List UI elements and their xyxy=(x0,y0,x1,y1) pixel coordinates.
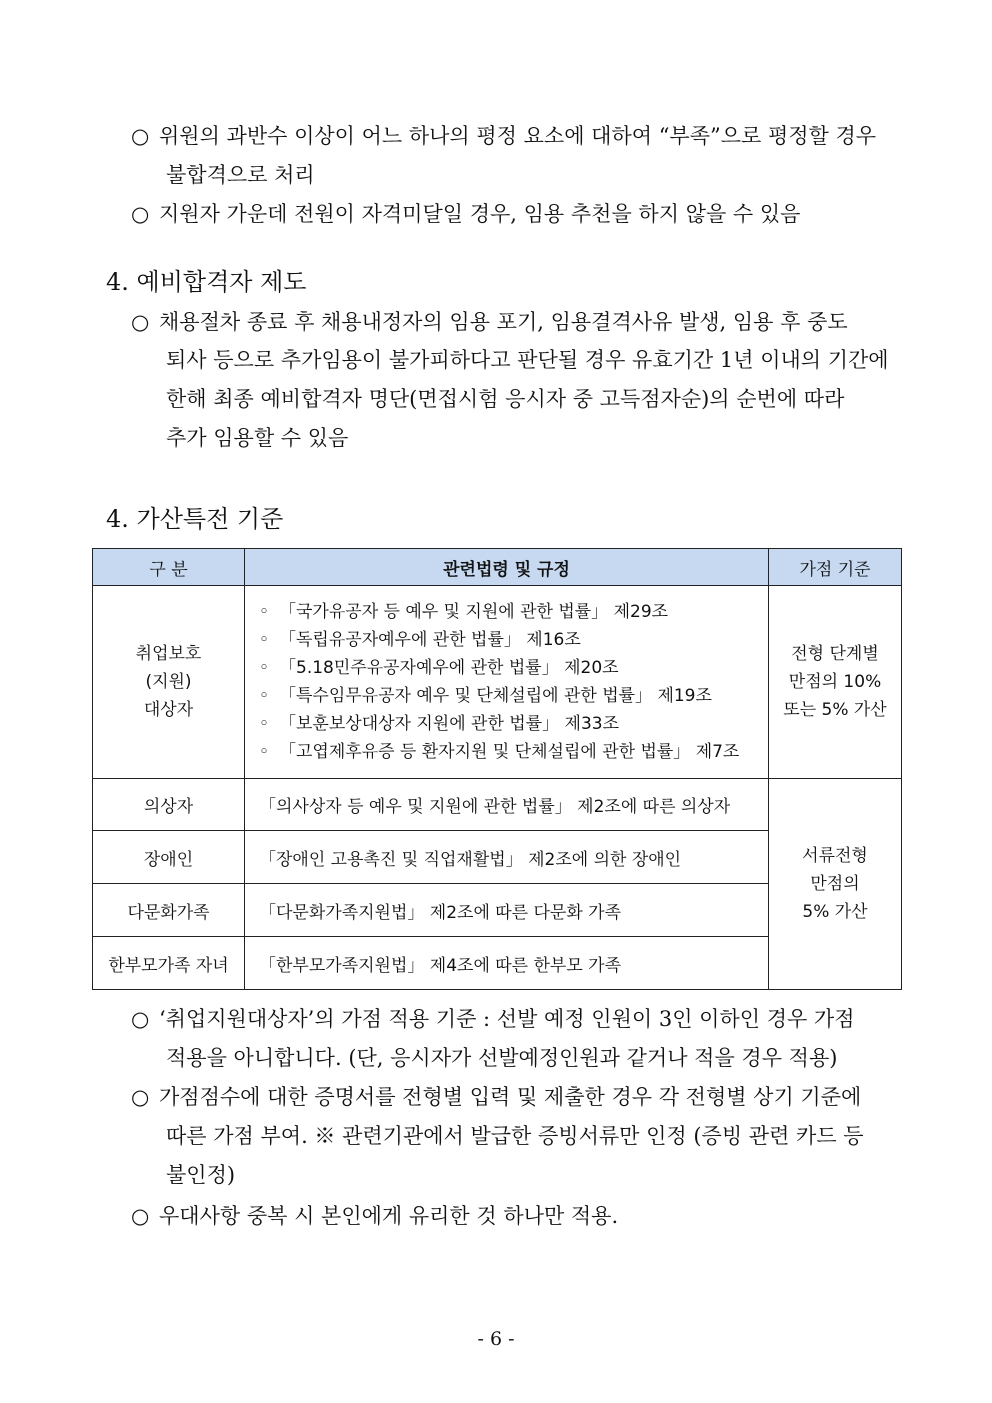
law-item xyxy=(259,598,768,626)
note-text: 우대사항 중복 시 본인에게 유리한 것 하나만 적용. xyxy=(159,1204,619,1228)
note-continuation: 불인정) xyxy=(166,1163,236,1187)
bullet-continuation: 불합격으로 처리 xyxy=(166,163,315,187)
bullet-marker: ○ xyxy=(131,1007,150,1031)
standard-line: 5% 가산 xyxy=(802,902,868,922)
law-list xyxy=(259,592,768,772)
table-header-row xyxy=(93,549,902,586)
bullet-marker: ○ xyxy=(131,1085,150,1109)
category-cell xyxy=(93,586,245,779)
bullet-continuation: 한해 최종 예비합격자 명단(면접시험 응시자 중 고득점자순)의 순번에 따라 xyxy=(166,387,845,411)
law-marker: ◦ xyxy=(259,686,270,706)
bullet-item xyxy=(131,310,848,334)
law-marker: ◦ xyxy=(259,742,270,762)
bullet-text: 채용절차 종료 후 채용내정자의 임용 포기, 임용결격사유 발생, 임용 후 중도 xyxy=(159,310,848,334)
bullet-item xyxy=(131,124,876,148)
header-standard: 가점 기준 xyxy=(769,549,902,586)
table-row xyxy=(93,779,902,831)
bullet-continuation: 추가 임용할 수 있음 xyxy=(166,426,349,450)
header-category: 구 분 xyxy=(93,549,245,586)
note-continuation: 적용을 아니합니다. (단, 응시자가 선발예정인원과 같거나 적을 경우 적용) xyxy=(166,1046,838,1070)
header-law: 관련법령 및 규정 xyxy=(245,549,769,586)
note-item xyxy=(131,1204,618,1228)
note-item xyxy=(131,1085,861,1109)
law-cell: 「한부모가족지원법」 제4조에 따른 한부모 가족 xyxy=(245,937,769,990)
standard-line: 서류전형 xyxy=(802,846,868,866)
section-heading: 4. 가산특전 기준 xyxy=(106,505,284,533)
category-line: (지원) xyxy=(145,672,192,692)
law-marker: ◦ xyxy=(259,630,270,650)
standard-line: 전형 단계별 xyxy=(791,644,879,664)
standard-line: 만점의 xyxy=(810,874,860,894)
table-row xyxy=(93,586,902,779)
law-cell: 「다문화가족지원법」 제2조에 따른 다문화 가족 xyxy=(245,884,769,937)
bullet-item xyxy=(131,202,800,226)
category-cell: 다문화가족 xyxy=(93,884,245,937)
category-cell: 한부모가족 자녀 xyxy=(93,937,245,990)
bonus-table xyxy=(92,548,902,990)
law-text: 「고엽제후유증 등 환자지원 및 단체설립에 관한 법률」 제7조 xyxy=(279,742,740,762)
note-item xyxy=(131,1007,855,1031)
bullet-marker: ○ xyxy=(131,202,150,226)
group-standard-cell xyxy=(769,779,902,990)
bullet-text: 위원의 과반수 이상이 어느 하나의 평정 요소에 대하여 “부족”으로 평정할 경우 xyxy=(159,124,877,148)
category-line: 대상자 xyxy=(143,700,194,720)
bullet-marker: ○ xyxy=(131,124,150,148)
law-text: 「보훈보상대상자 지원에 관한 법률」 제33조 xyxy=(279,714,619,734)
law-marker: ◦ xyxy=(259,714,270,734)
category-line: 취업보호 xyxy=(135,644,202,664)
standard-line: 또는 5% 가산 xyxy=(783,700,887,720)
note-continuation: 따른 가점 부여. ※ 관련기관에서 발급한 증빙서류만 인정 (증빙 관련 카드 등 xyxy=(166,1124,864,1148)
note-text: ‘취업지원대상자’의 가점 적용 기준 : 선발 예정 인원이 3인 이하인 경우 가점 xyxy=(159,1007,855,1031)
category-cell: 장애인 xyxy=(93,831,245,884)
standard-cell xyxy=(769,586,902,779)
law-cell: 「장애인 고용촉진 및 직업재활법」 제2조에 의한 장애인 xyxy=(245,831,769,884)
law-text: 「특수임무유공자 예우 및 단체설립에 관한 법률」 제19조 xyxy=(279,686,712,706)
law-text: 「국가유공자 등 예우 및 지원에 관한 법률」 제29조 xyxy=(279,602,669,622)
law-item xyxy=(259,626,768,654)
standard-line: 만점의 10% xyxy=(788,672,882,692)
bullet-text: 지원자 가운데 전원이 자격미달일 경우, 임용 추천을 하지 않을 수 있음 xyxy=(159,202,801,226)
law-cell xyxy=(245,586,769,779)
law-item xyxy=(259,738,768,766)
law-cell: 「의사상자 등 예우 및 지원에 관한 법률」 제2조에 따른 의상자 xyxy=(245,779,769,831)
law-text: 「5.18민주유공자예우에 관한 법률」 제20조 xyxy=(279,658,619,678)
page-number: - 6 - xyxy=(477,1328,515,1350)
law-text: 「독립유공자예우에 관한 법률」 제16조 xyxy=(279,630,581,650)
law-item xyxy=(259,710,768,738)
law-marker: ◦ xyxy=(259,658,270,678)
law-item xyxy=(259,654,768,682)
section-heading: 4. 예비합격자 제도 xyxy=(106,268,307,296)
bullet-continuation: 퇴사 등으로 추가임용이 불가피하다고 판단될 경우 유효기간 1년 이내의 기간에 xyxy=(166,348,889,372)
law-item xyxy=(259,682,768,710)
category-cell: 의상자 xyxy=(93,779,245,831)
note-text: 가점점수에 대한 증명서를 전형별 입력 및 제출한 경우 각 전형별 상기 기준에 xyxy=(159,1085,862,1109)
bullet-marker: ○ xyxy=(131,310,150,334)
bullet-marker: ○ xyxy=(131,1204,150,1228)
law-marker: ◦ xyxy=(259,602,270,622)
